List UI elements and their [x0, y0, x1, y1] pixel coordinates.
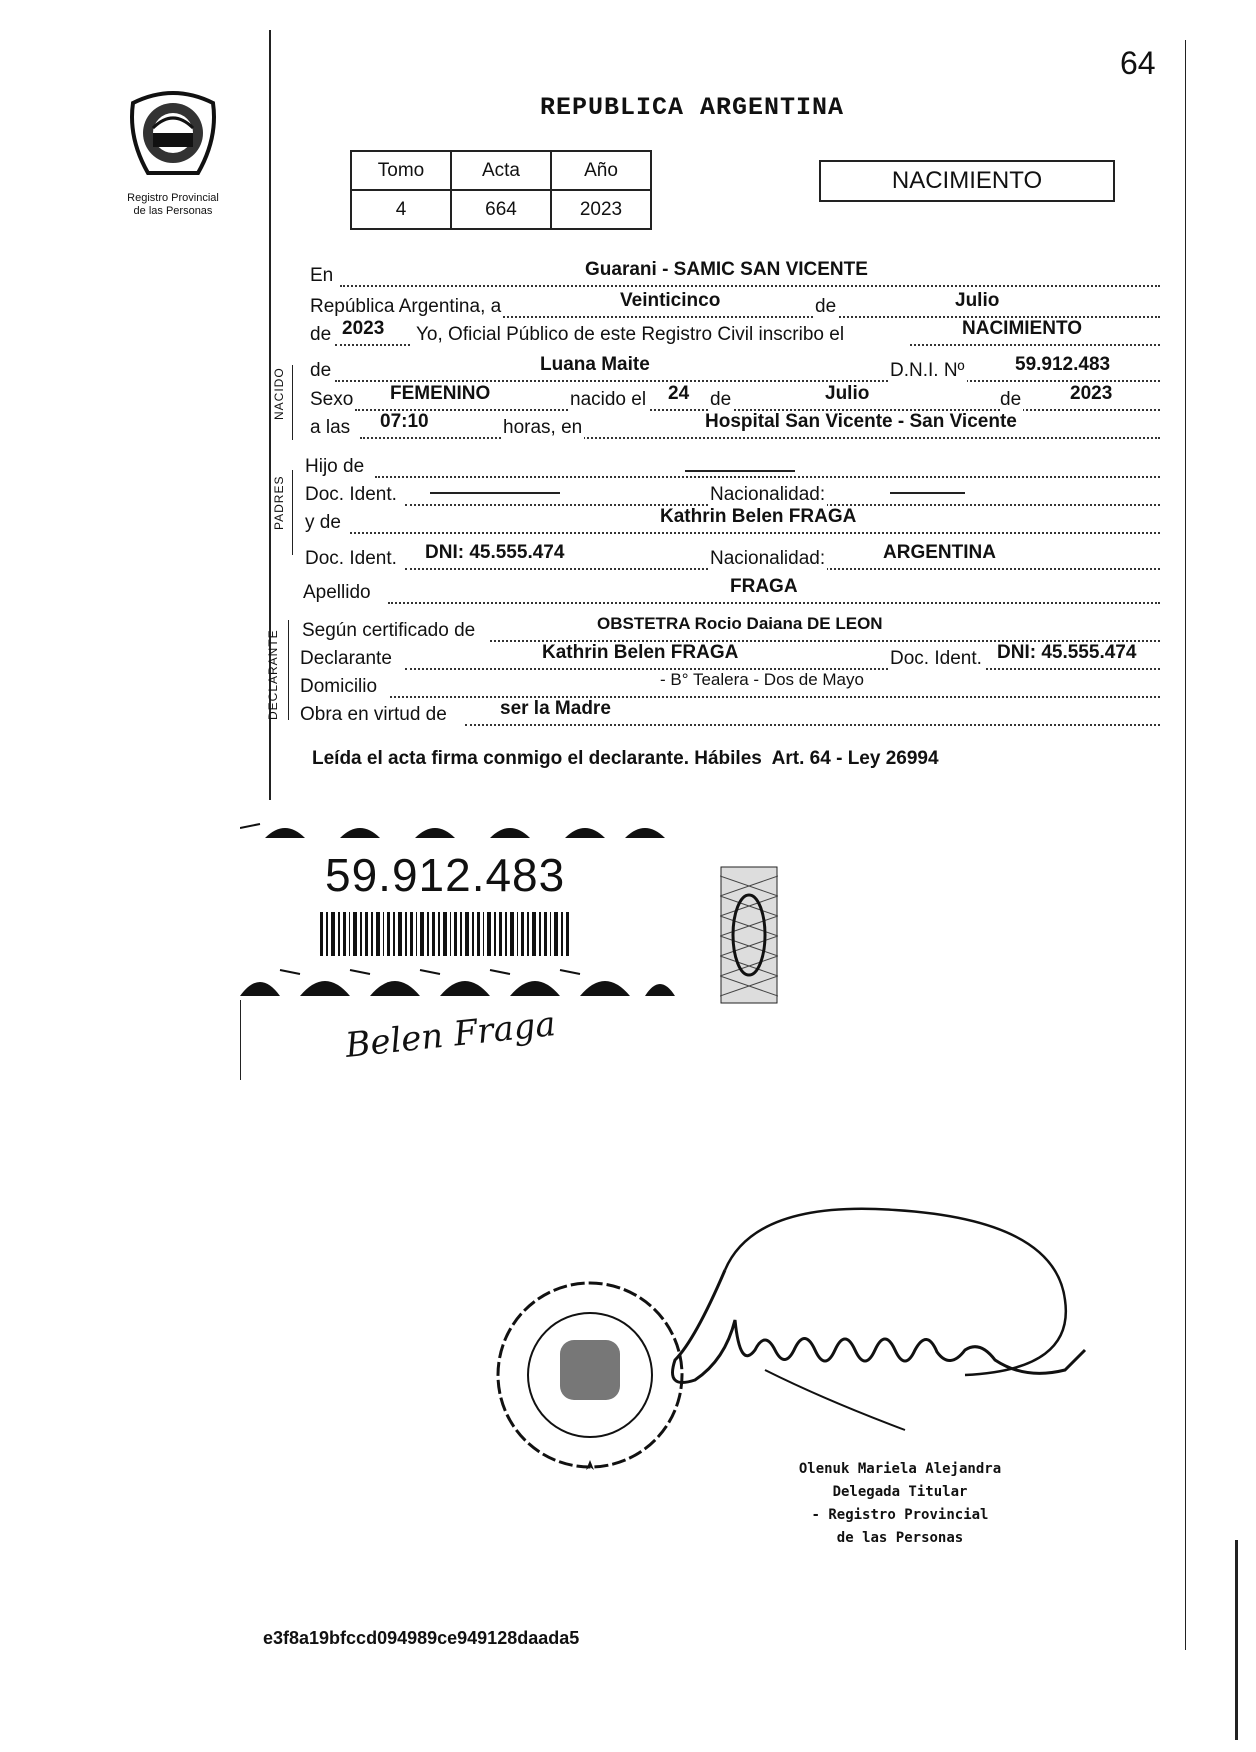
nombre-label: de	[310, 360, 332, 381]
doc1-nacionalidad-label: Nacionalidad:	[710, 484, 826, 505]
row-obra	[300, 698, 1160, 732]
header-tomo: Tomo	[351, 151, 451, 190]
anio-de-label: de	[310, 324, 332, 345]
dni-value: 59.912.483	[1015, 354, 1111, 375]
hora-label: a las	[310, 417, 351, 438]
nombre-value: Luana Maite	[540, 354, 650, 375]
declarante-value: Kathrin Belen FRAGA	[542, 642, 739, 663]
row-doc2	[300, 542, 1160, 576]
registry-table-header	[351, 151, 651, 190]
sexo-de-label: de	[710, 389, 732, 410]
dni-label: D.N.I. Nº	[890, 360, 965, 381]
row-anio	[300, 318, 1160, 352]
decorative-band-bottom	[240, 962, 680, 998]
blank-dash	[430, 492, 560, 494]
birth-year: 2023	[1070, 383, 1113, 404]
right-margin-line	[1185, 40, 1186, 1650]
handwritten-name: Belen Fraga	[343, 1004, 558, 1066]
section-label-nacido: NACIDO	[272, 367, 286, 420]
doc2-nacionalidad: ARGENTINA	[883, 542, 996, 563]
nacido-label: nacido el	[570, 389, 647, 410]
value-tomo: 4	[351, 190, 451, 229]
agency-name-line2: de las Personas	[133, 205, 213, 217]
row-apellido	[300, 576, 1160, 610]
closing-text: Leída el acta firma conmigo el declarante. Hábiles Art. 64 - Ley 26994	[312, 748, 939, 769]
agency-name	[98, 192, 248, 218]
hijo-label: Hijo de	[305, 456, 365, 477]
signatory-block	[770, 1458, 1030, 1550]
anio-year: 2023	[342, 318, 385, 339]
row-en	[300, 259, 1160, 293]
domicilio-value: - B° Tealera - Dos de Mayo	[660, 670, 864, 689]
dotted-line	[335, 344, 410, 346]
day-text: Veinticinco	[620, 290, 721, 311]
blank-dash	[890, 492, 965, 494]
doc2-nacionalidad-label: Nacionalidad:	[710, 548, 826, 569]
dotted-line	[375, 476, 1160, 478]
birth-month: Julio	[825, 383, 870, 404]
registry-table	[350, 150, 652, 230]
doc1-label: Doc. Ident.	[305, 484, 397, 505]
certificado-label: Según certificado de	[302, 620, 476, 641]
sexo-de2-label: de	[1000, 389, 1022, 410]
yde-value: Kathrin Belen FRAGA	[660, 506, 857, 527]
en-value: Guarani - SAMIC SAN VICENTE	[585, 259, 868, 280]
domicilio-label: Domicilio	[300, 676, 378, 697]
barcode	[320, 912, 570, 956]
registry-table-values	[351, 190, 651, 229]
month-value: Julio	[955, 290, 1000, 311]
signatory-org1: - Registro Provincial	[811, 1507, 989, 1523]
republica-label: República Argentina, a	[310, 296, 502, 317]
signatory-title: Delegada Titular	[832, 1484, 968, 1500]
section-label-padres: PADRES	[272, 475, 286, 530]
country-title: REPUBLICA ARGENTINA	[540, 93, 845, 122]
id-block-left-line	[240, 1000, 241, 1080]
certificado-value: OBSTETRA Rocio Daiana DE LEON	[597, 614, 883, 633]
decorative-band-top	[240, 818, 680, 840]
row-yde	[300, 506, 1160, 540]
dotted-line	[335, 380, 1160, 382]
header-acta: Acta	[451, 151, 551, 190]
official-signature-icon	[665, 1200, 1095, 1460]
document-hash: e3f8a19bfccd094989ce949128daada5	[263, 1628, 580, 1648]
page-number: 64	[1120, 45, 1156, 81]
dotted-line	[360, 437, 1160, 439]
dotted-line	[340, 285, 1160, 287]
birth-place: Hospital San Vicente - San Vicente	[705, 411, 1017, 432]
security-hologram-icon	[720, 866, 778, 1004]
official-stamp-icon	[490, 1270, 690, 1480]
yde-label: y de	[305, 512, 341, 533]
declarante-label: Declarante	[300, 648, 392, 669]
row-domicilio	[300, 670, 1160, 704]
dotted-line	[465, 724, 1160, 726]
padres-bracket	[292, 470, 293, 555]
apellido-label: Apellido	[303, 582, 371, 603]
declarante-doc-label: Doc. Ident.	[890, 648, 982, 669]
agency-logo	[118, 78, 228, 188]
agency-name-line1: Registro Provincial	[127, 192, 219, 204]
value-anio: 2023	[551, 190, 651, 229]
provincial-seal-icon	[118, 78, 228, 188]
obra-value: ser la Madre	[500, 698, 611, 719]
section-label-declarante: DECLARANTE	[266, 629, 280, 720]
id-number: 59.912.483	[325, 849, 566, 901]
obra-label: Obra en virtud de	[300, 704, 447, 725]
row-hijo	[300, 456, 1160, 484]
sexo-label: Sexo	[310, 389, 354, 410]
dotted-line	[388, 602, 1160, 604]
declarante-doc: DNI: 45.555.474	[997, 642, 1137, 663]
hora-value: 07:10	[380, 411, 429, 432]
horas-label: horas, en	[503, 417, 583, 438]
doc2-label: Doc. Ident.	[305, 548, 397, 569]
blank-dash	[685, 470, 795, 472]
nacido-bracket	[292, 365, 293, 440]
row-hora	[300, 411, 1160, 445]
record-type-box	[819, 160, 1115, 202]
signatory-name: Olenuk Mariela Alejandra	[798, 1461, 1002, 1477]
record-type: NACIMIENTO	[891, 167, 1043, 194]
en-label: En	[310, 265, 334, 286]
dotted-line	[910, 344, 1160, 346]
doc2-value: DNI: 45.555.474	[425, 542, 565, 563]
anio-text: Yo, Oficial Público de este Registro Civil inscribo el	[416, 324, 845, 345]
acta-type-value: NACIMIENTO	[962, 318, 1082, 339]
de-label: de	[815, 296, 837, 317]
declarante-bracket	[288, 620, 289, 720]
header-anio: Año	[551, 151, 651, 190]
right-edge-bar	[1235, 1540, 1238, 1740]
apellido-value: FRAGA	[730, 576, 798, 597]
signatory-org2: de las Personas	[836, 1530, 964, 1546]
birth-day: 24	[668, 383, 690, 404]
sexo-value: FEMENINO	[390, 383, 491, 404]
value-acta: 664	[451, 190, 551, 229]
dotted-line	[350, 532, 1160, 534]
